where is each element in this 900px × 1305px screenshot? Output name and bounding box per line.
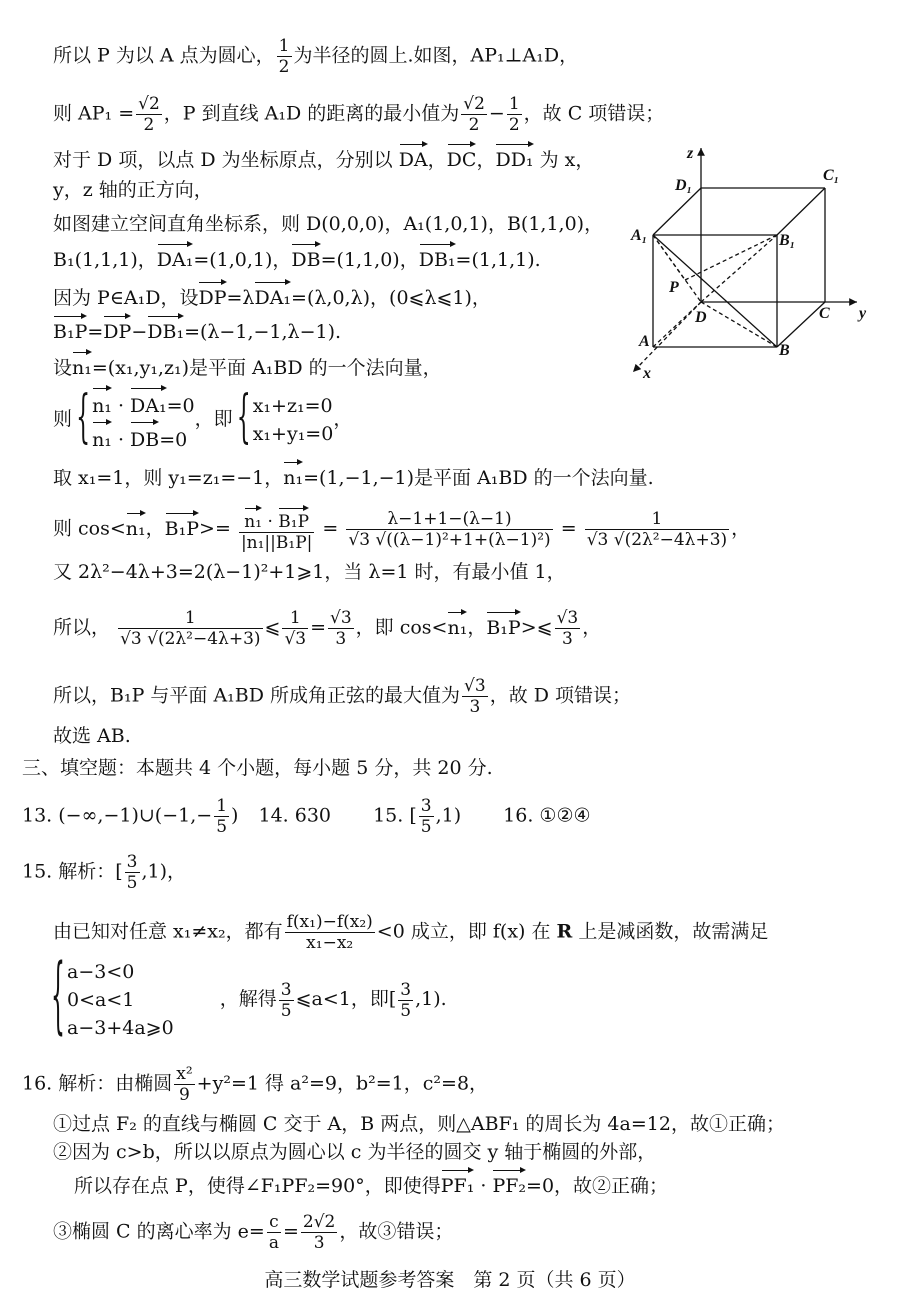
- numerator: 1: [184, 608, 196, 628]
- label-z: z: [687, 145, 694, 162]
- label-x: x: [643, 365, 651, 380]
- vector-da: DA: [399, 142, 428, 172]
- text: 取 x₁=1，则 y₁=z₁=−1，: [53, 467, 284, 489]
- fraction: [118, 608, 262, 649]
- label-b1: B₁: [779, 232, 796, 249]
- numerator: 3: [420, 796, 432, 816]
- text: ⩽: [264, 616, 281, 639]
- text: =: [282, 1220, 299, 1243]
- numerator: 2√2: [302, 1212, 336, 1232]
- text: 16. 解析：由椭圆: [22, 1072, 173, 1095]
- denominator: 2: [278, 57, 290, 77]
- system-row: [92, 386, 195, 420]
- text-line-21: [53, 958, 447, 1042]
- vector-b1p: B₁P: [486, 610, 520, 640]
- hidden-edge: [685, 235, 777, 280]
- vector-b1p: B₁P: [165, 511, 199, 541]
- vector-da1: DA₁: [157, 242, 194, 272]
- text-line-16: 故选 AB.: [53, 725, 131, 747]
- denominator: 3: [328, 628, 354, 649]
- text-line-11: [53, 460, 654, 490]
- vector-b1p: B₁P: [278, 506, 309, 532]
- text: 由已知对任意 x₁≠x₂，都有: [53, 920, 283, 943]
- vector-db: DB: [291, 242, 320, 272]
- denominator: 9: [174, 1084, 194, 1105]
- text: ，即 cos<: [355, 616, 448, 639]
- fraction: [239, 506, 314, 553]
- inequality-system: [53, 958, 174, 1042]
- numerator: √2: [463, 94, 485, 114]
- fraction: [214, 796, 229, 837]
- text: 所以 P 为以 A 点为圆心，: [53, 44, 275, 67]
- text-line-24: ②因为 c>b，所以以原点为圆心以 c 为半径的圆交 y 轴于椭圆的外部，: [53, 1141, 657, 1163]
- fraction: [174, 1064, 194, 1105]
- vector-dd1: DD₁: [495, 142, 533, 172]
- denominator: 5: [400, 1000, 412, 1021]
- numerator: c: [269, 1212, 279, 1232]
- fraction: [398, 980, 413, 1021]
- text-line-7: [53, 280, 491, 310]
- text: ·: [111, 429, 131, 451]
- text: 为 x，: [539, 149, 595, 171]
- fraction: [267, 1212, 281, 1253]
- text: ,1).: [415, 988, 447, 1010]
- fraction: [279, 980, 294, 1021]
- fraction: [277, 36, 292, 77]
- vector-n1: n₁: [447, 610, 467, 640]
- label-y: y: [859, 305, 867, 322]
- equation-system: [78, 386, 195, 454]
- text: 16. ①②④: [503, 804, 591, 827]
- text: =(x₁,y₁,z₁)是平面 A₁BD 的一个法向量，: [91, 357, 442, 379]
- text: =(1,1,0)，: [320, 249, 419, 271]
- text: ，: [333, 408, 353, 430]
- text: ·: [111, 395, 131, 417]
- text: ⩽a<1，即[: [295, 988, 397, 1010]
- denominator: 2: [461, 114, 487, 135]
- vector-pf2: PF₂: [492, 1168, 526, 1198]
- text: 则 cos<: [53, 517, 126, 540]
- fraction: [507, 94, 522, 135]
- text-line-2: [53, 94, 664, 135]
- text: =: [310, 616, 327, 639]
- vector-da1: DA₁: [254, 280, 291, 310]
- numerator: 3: [126, 852, 138, 872]
- vector-dc: DC: [447, 142, 477, 172]
- fraction: [585, 509, 729, 550]
- denominator: a: [268, 1233, 279, 1253]
- numerator: λ−1+1−(λ−1): [387, 509, 512, 529]
- answers-line: [22, 796, 591, 837]
- system-row: { a−3<0: [67, 961, 135, 983]
- text-line-8: [53, 314, 341, 344]
- text: >⩽: [520, 616, 553, 639]
- text: ，故 C 项错误；: [523, 102, 665, 125]
- text-line-13: 又 2λ²−4λ+3=2(λ−1)²+1⩾1，当 λ=1 时，有最小值 1，: [53, 561, 566, 583]
- vector-db: DB: [130, 420, 159, 454]
- denominator: 2: [508, 115, 520, 135]
- label-c: C: [819, 305, 830, 322]
- text-line-10: [53, 386, 352, 454]
- system-row: { x₁+z₁=0: [252, 395, 333, 417]
- text: =: [560, 517, 577, 540]
- fraction: [136, 94, 162, 135]
- label-d1: D₁: [675, 177, 693, 194]
- text-line-1: [53, 36, 578, 77]
- hidden-edge: [701, 302, 777, 347]
- text: =(λ−1,−1,λ−1).: [184, 321, 342, 343]
- text: ，P 到直线 A₁D 的距离的最小值为: [163, 102, 460, 125]
- text-line-9: [53, 350, 442, 380]
- text: =(1,0,1)，: [193, 249, 292, 271]
- denominator: √3 √(2λ²−4λ+3): [586, 530, 728, 550]
- text: ，解得: [219, 988, 277, 1010]
- text: =: [87, 321, 104, 343]
- label-d: D: [695, 309, 707, 326]
- text: =: [322, 517, 339, 540]
- text-bold: R: [556, 920, 573, 943]
- numerator: 1: [216, 796, 228, 816]
- label-a: A: [639, 333, 650, 350]
- cube-figure: [625, 140, 875, 380]
- text: 15. 解析：[: [22, 860, 123, 883]
- fraction: [125, 852, 140, 893]
- text: 为半径的圆上.如图，AP₁⊥A₁D，: [293, 44, 579, 67]
- fraction: [282, 608, 308, 649]
- text: B₁(1,1,1)，: [53, 249, 157, 271]
- vector-n1: n₁: [244, 506, 262, 532]
- vector-pf1: PF₁: [441, 1168, 475, 1198]
- equation-system: [239, 392, 334, 448]
- text: =0: [159, 429, 188, 451]
- numerator: √3: [464, 676, 486, 696]
- text-line-25: [74, 1168, 668, 1198]
- text: ,1)，: [141, 860, 187, 883]
- numerator: 3: [280, 979, 292, 1000]
- text: ，: [467, 616, 487, 639]
- text: 所以，B₁P 与平面 A₁BD 所成角正弦的最大值为: [53, 684, 461, 707]
- text-line-12: [53, 506, 750, 553]
- text: <0 成立，即 f(x) 在: [376, 920, 551, 943]
- denominator: √3 √((λ−1)²+1+(λ−1)²): [348, 530, 551, 550]
- text: 所以存在点 P，使得∠F₁PF₂=90°，即使得: [74, 1175, 441, 1197]
- label-b: B: [779, 342, 790, 359]
- numerator: √3: [330, 608, 352, 628]
- denominator: 5: [420, 817, 432, 837]
- text: ，即: [194, 408, 233, 430]
- text-line-19: [22, 852, 186, 893]
- vector-dp: DP: [103, 314, 131, 344]
- text: =λ: [226, 287, 255, 309]
- text: =0: [166, 395, 195, 417]
- denominator: 3: [555, 628, 581, 649]
- text: ·: [474, 1175, 493, 1197]
- text: 所以，: [53, 616, 111, 639]
- page-footer: 高三数学试题参考答案 第 2 页（共 6 页）: [264, 1269, 636, 1291]
- system-row: x₁+y₁=0: [252, 423, 334, 445]
- numerator: 3: [400, 979, 412, 1000]
- numerator: 1: [508, 94, 520, 114]
- denominator: √3: [284, 629, 307, 649]
- text: ，: [145, 517, 165, 540]
- text: −: [131, 321, 148, 343]
- fraction: [301, 1212, 337, 1253]
- system-row: [92, 420, 195, 454]
- section-heading: 三、填空题：本题共 4 个小题，每小题 5 分，共 20 分.: [22, 757, 493, 779]
- denominator: 5: [216, 817, 228, 837]
- fraction: [346, 509, 552, 550]
- numerator: 1: [278, 36, 290, 56]
- text: >=: [199, 517, 231, 540]
- label-c1: C₁: [823, 167, 840, 184]
- vector-db1: DB₁: [147, 314, 184, 344]
- text-line-23: ①过点 F₂ 的直线与椭圆 C 交于 A，B 两点，则△ABF₁ 的周长为 4a=12，故①正确；: [53, 1113, 785, 1135]
- text: ，故 D 项错误；: [489, 684, 632, 707]
- text: 14. 630: [258, 804, 332, 827]
- numerator: x²: [176, 1064, 193, 1084]
- fraction: [461, 94, 487, 135]
- text: −: [488, 102, 505, 125]
- denominator: x₁−x₂: [285, 932, 375, 953]
- text: +y²=1 得 a²=9，b²=1，c²=8，: [196, 1072, 489, 1095]
- text: ③椭圆 C 的离心率为 e=: [53, 1220, 265, 1243]
- numerator: √3: [556, 608, 579, 628]
- text: ·: [262, 512, 279, 532]
- text-line-6: [53, 242, 541, 272]
- text-line-20: [53, 912, 768, 953]
- edge: [777, 302, 825, 347]
- numerator: [239, 506, 314, 532]
- fraction: [419, 796, 434, 837]
- vector-n1: n₁: [126, 511, 146, 541]
- vector-db1: DB₁: [419, 242, 456, 272]
- edge: [653, 188, 701, 235]
- denominator: √3 √(2λ²−4λ+3): [120, 629, 261, 649]
- denominator: |n₁||B₁P|: [240, 533, 313, 553]
- vector-b1p: B₁P: [53, 314, 87, 344]
- text: ，: [582, 616, 602, 639]
- text: 15. [: [373, 804, 417, 827]
- vector-da1: DA₁: [130, 386, 167, 420]
- text: ,1): [435, 804, 462, 827]
- text: ，: [731, 517, 751, 540]
- denominator: 5: [126, 873, 138, 893]
- text: ，故③错误；: [339, 1220, 454, 1243]
- text: 上是减函数，故需满足: [578, 920, 769, 943]
- text: 则 AP₁ =: [53, 102, 135, 125]
- text-line-4: y，z 轴的正方向，: [53, 179, 213, 201]
- denominator: 5: [280, 1000, 292, 1021]
- text-line-15: [53, 676, 631, 717]
- edge: [777, 188, 825, 235]
- numerator: f(x₁)−f(x₂): [286, 912, 373, 932]
- text-line-14: [53, 608, 601, 649]
- denominator: 3: [462, 696, 488, 717]
- system-row: 0<a<1: [67, 989, 135, 1011]
- text-line-22: [22, 1064, 488, 1105]
- text: 设: [53, 357, 73, 379]
- fraction: [285, 912, 375, 953]
- numerator: 1: [289, 608, 301, 628]
- denominator: 2: [136, 114, 162, 135]
- numerator: 1: [651, 509, 663, 529]
- text: =(1,−1,−1)是平面 A₁BD 的一个法向量.: [303, 467, 654, 489]
- vector-n1: n₁: [72, 350, 92, 380]
- text: ): [231, 804, 239, 827]
- text-line-5: 如图建立空间直角坐标系，则 D(0,0,0)，A₁(1,0,1)，B(1,1,0)，: [53, 213, 604, 235]
- text: =(λ,0,λ)，(0⩽λ⩽1)，: [291, 287, 491, 309]
- fraction: [555, 608, 581, 649]
- text: 则: [53, 408, 73, 430]
- text: =0，故②正确；: [526, 1175, 669, 1197]
- text: 因为 P∈A₁D，设: [53, 287, 199, 309]
- vector-n1: n₁: [283, 460, 303, 490]
- denominator: 3: [301, 1232, 337, 1253]
- text: 13. (−∞,−1)∪(−1,−: [22, 804, 213, 827]
- label-p: P: [669, 279, 679, 296]
- vector-n1: n₁: [92, 386, 112, 420]
- text: 对于 D 项，以点 D 为坐标原点，分别以: [53, 149, 393, 171]
- hidden-edge: [701, 235, 777, 302]
- numerator: √2: [138, 94, 160, 114]
- system-row: a−3+4a⩾0: [67, 1017, 174, 1039]
- text: =(1,1,1).: [455, 249, 541, 271]
- hidden-edge: [653, 235, 685, 280]
- label-a1: A₁: [631, 227, 648, 244]
- vector-dp: DP: [198, 280, 226, 310]
- text-line-26: [53, 1212, 453, 1253]
- text-line-3: 对于 D 项，以点 D 为坐标原点，分别以 DA，DC，DD₁ 为 x，: [53, 142, 594, 172]
- fraction: [462, 676, 488, 717]
- vector-n1: n₁: [92, 420, 112, 454]
- fraction: [328, 608, 354, 649]
